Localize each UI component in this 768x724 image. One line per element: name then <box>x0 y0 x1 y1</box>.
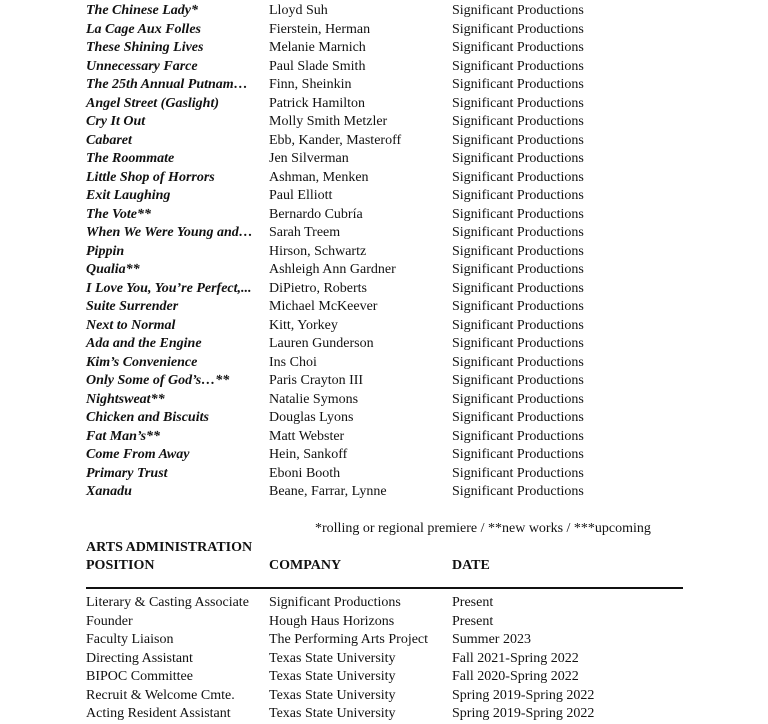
admin-position: Faculty Liaison <box>86 632 174 647</box>
production-author: Lauren Gunderson <box>269 336 374 351</box>
production-company: Significant Productions <box>452 206 584 222</box>
production-company: Significant Productions <box>452 151 584 166</box>
production-company: Significant Productions <box>452 40 584 55</box>
production-company: Significant Productions <box>452 465 584 481</box>
production-title: Little Shop of Horrors <box>86 169 215 185</box>
production-title: Angel Street (Gaslight) <box>86 95 220 111</box>
production-author: Beane, Farrar, Lynne <box>269 484 387 499</box>
production-title: Ada and the Engine <box>86 336 202 351</box>
production-author: Michael McKeever <box>269 299 378 314</box>
admin-date: Fall 2021-Spring 2022 <box>452 650 579 666</box>
production-author: Sarah Treem <box>269 225 341 240</box>
production-author: Paris Crayton III <box>269 373 364 388</box>
production-author: Melanie Marnich <box>269 40 366 55</box>
production-company: Significant Productions <box>452 243 584 259</box>
production-company: Significant Productions <box>452 132 584 148</box>
production-title: The Chinese Lady* <box>86 3 198 18</box>
production-company: Significant Productions <box>452 188 584 203</box>
arts-admin-section-title: ARTS ADMINISTRATION <box>86 540 253 555</box>
production-title: When We Were Young and… <box>86 225 253 240</box>
admin-date: Summer 2023 <box>452 632 531 647</box>
admin-company: Hough Haus Horizons <box>269 613 395 629</box>
production-title: Nightsweat** <box>86 391 165 407</box>
production-title: Only Some of God’s…** <box>86 373 230 388</box>
production-author: Patrick Hamilton <box>269 95 366 111</box>
production-title: Xanadu <box>86 484 132 499</box>
admin-position: Recruit & Welcome Cmte. <box>86 687 235 703</box>
admin-date: Present <box>452 595 494 610</box>
production-title: Exit Laughing <box>86 188 171 203</box>
date-column-header: DATE <box>452 558 490 573</box>
production-title: These Shining Lives <box>86 40 204 55</box>
admin-date: Present <box>452 613 494 629</box>
production-title: The Roommate <box>86 151 175 166</box>
production-title: La Cage Aux Folles <box>86 21 201 37</box>
company-column-header: COMPANY <box>269 558 342 573</box>
production-company: Significant Productions <box>452 114 584 129</box>
section-divider <box>86 587 683 589</box>
admin-date: Spring 2019-Spring 2022 <box>452 687 595 703</box>
production-company: Significant Productions <box>452 317 584 333</box>
admin-position: Literary & Casting Associate <box>86 595 249 610</box>
admin-company: Texas State University <box>269 687 396 703</box>
production-title: The 25th Annual Putnam… <box>86 77 248 92</box>
production-author: Bernardo Cubría <box>269 206 363 222</box>
production-company: Significant Productions <box>452 354 584 370</box>
production-title: Chicken and Biscuits <box>86 410 209 425</box>
admin-position: Directing Assistant <box>86 650 193 666</box>
production-author: Hirson, Schwartz <box>269 243 367 259</box>
admin-position: Founder <box>86 613 133 629</box>
production-author: Paul Slade Smith <box>269 58 366 74</box>
production-company: Significant Productions <box>452 3 584 18</box>
position-column-header: POSITION <box>86 558 155 573</box>
production-author: Kitt, Yorkey <box>269 317 338 333</box>
production-title: Fat Man’s** <box>86 428 161 444</box>
admin-position: BIPOC Committee <box>86 669 193 684</box>
production-title: Come From Away <box>86 447 190 462</box>
production-author: Eboni Booth <box>269 465 341 481</box>
production-title: Suite Surrender <box>86 299 179 314</box>
production-company: Significant Productions <box>452 280 584 296</box>
production-author: DiPietro, Roberts <box>269 280 367 296</box>
production-author: Ebb, Kander, Masteroff <box>269 132 402 148</box>
production-company: Significant Productions <box>452 428 584 444</box>
admin-company: Significant Productions <box>269 595 401 610</box>
production-author: Ins Choi <box>269 354 317 370</box>
production-title: Pippin <box>86 243 125 259</box>
production-company: Significant Productions <box>452 484 584 499</box>
admin-position: Acting Resident Assistant <box>86 706 231 721</box>
production-company: Significant Productions <box>452 225 584 240</box>
production-company: Significant Productions <box>452 410 584 425</box>
admin-company: Texas State University <box>269 669 396 684</box>
production-title: Cabaret <box>86 132 132 148</box>
production-title: Cry It Out <box>86 114 146 129</box>
production-title: Primary Trust <box>86 465 168 481</box>
admin-date: Fall 2020-Spring 2022 <box>452 669 579 684</box>
production-title: The Vote** <box>86 206 151 222</box>
production-company: Significant Productions <box>452 169 584 185</box>
production-company: Significant Productions <box>452 95 584 111</box>
production-company: Significant Productions <box>452 58 584 74</box>
production-author: Finn, Sheinkin <box>269 77 352 92</box>
production-title: Qualia** <box>86 262 140 277</box>
production-title: Next to Normal <box>86 317 176 333</box>
production-company: Significant Productions <box>452 262 584 277</box>
admin-company: Texas State University <box>269 706 396 721</box>
production-company: Significant Productions <box>452 336 584 351</box>
production-company: Significant Productions <box>452 391 584 407</box>
production-company: Significant Productions <box>452 77 584 92</box>
production-author: Lloyd Suh <box>269 3 328 18</box>
production-company: Significant Productions <box>452 447 584 462</box>
legend-note: *rolling or regional premiere / **new works / ***upcoming <box>315 521 651 536</box>
production-author: Ashleigh Ann Gardner <box>269 262 396 277</box>
production-author: Douglas Lyons <box>269 410 354 425</box>
production-author: Jen Silverman <box>269 151 349 166</box>
production-title: Kim’s Convenience <box>86 354 198 370</box>
admin-company: Texas State University <box>269 650 396 666</box>
production-company: Significant Productions <box>452 299 584 314</box>
production-author: Molly Smith Metzler <box>269 114 388 129</box>
production-author: Fierstein, Herman <box>269 21 371 37</box>
production-company: Significant Productions <box>452 21 584 37</box>
production-author: Natalie Symons <box>269 391 359 407</box>
production-title: Unnecessary Farce <box>86 58 198 74</box>
production-author: Hein, Sankoff <box>269 447 348 462</box>
production-author: Paul Elliott <box>269 188 333 203</box>
production-title: I Love You, You’re Perfect,... <box>86 280 252 296</box>
admin-company: The Performing Arts Project <box>269 632 429 647</box>
production-author: Matt Webster <box>269 428 345 444</box>
production-company: Significant Productions <box>452 373 584 388</box>
admin-date: Spring 2019-Spring 2022 <box>452 706 595 721</box>
production-author: Ashman, Menken <box>269 169 369 185</box>
